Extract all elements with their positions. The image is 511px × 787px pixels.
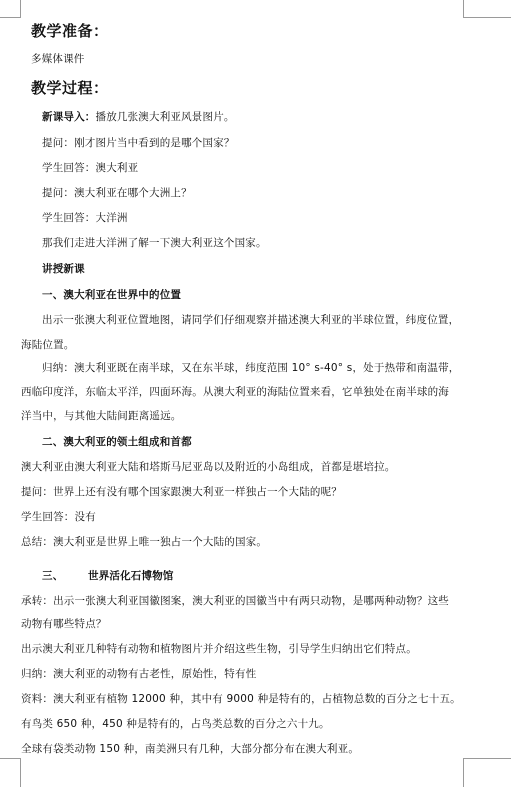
section-1-para-2-line-1: 归纳：澳大利亚既在南半球，又在东半球，纬度范围 10° s-40° s，处于热带和南温带，	[42, 362, 460, 374]
section-1-para-1-line-1: 出示一张澳大利亚位置地图，请同学们仔细观察并描述澳大利亚的半球位置，纬度位置，	[42, 314, 460, 326]
crop-mark-top-right-vertical	[463, 0, 464, 17]
intro-label: 新课导入：	[42, 111, 96, 123]
section-2-line-4: 总结：澳大利亚是世界上唯一独占一个大陆的国家。	[21, 536, 268, 548]
section-3-line-1: 承转：出示一张澳大利亚国徽图案，澳大利亚的国徽当中有两只动物，是哪两种动物？这些	[21, 595, 449, 607]
heading-teaching-process: 教学过程：	[31, 79, 109, 97]
section-1-para-2-line-3: 洋当中，与其他大陆间距离遥远。	[21, 410, 182, 422]
section-3-line-6: 有鸟类 650 种，450 种是特有的，占鸟类总数的百分之六十九。	[21, 718, 330, 730]
section-3-title: 世界活化石博物馆	[88, 570, 174, 582]
crop-mark-top-right-horizontal	[463, 17, 511, 18]
section-2-line-2: 提问：世界上还有没有哪个国家跟澳大利亚一样独占一个大陆的呢？	[21, 486, 342, 498]
crop-mark-top-left-vertical	[20, 0, 21, 17]
question-1: 提问：刚才图片当中看到的是哪个国家？	[42, 137, 235, 149]
heading-new-lesson: 讲授新课	[42, 263, 85, 275]
section-2-line-3: 学生回答：没有	[21, 511, 96, 523]
section-3-line-2: 动物有哪些特点？	[21, 618, 107, 630]
answer-2: 学生回答：大洋洲	[42, 212, 128, 224]
section-3-line-3: 出示澳大利亚几种特有动物和植物图片并介绍这些生物，引导学生归纳出它们特点。	[21, 643, 417, 655]
section-3-number: 三、	[42, 570, 64, 582]
crop-mark-bottom-right-horizontal	[463, 758, 511, 759]
section-2-line-1: 澳大利亚由澳大利亚大陆和塔斯马尼亚岛以及附近的小岛组成，首都是堪培拉。	[21, 461, 396, 473]
section-1-para-1-line-2: 海陆位置。	[21, 339, 75, 351]
intro-text: 播放几张澳大利亚风景图片。	[95, 111, 235, 123]
heading-teaching-prep: 教学准备：	[31, 22, 109, 40]
section-2-title: 二、澳大利亚的领土组成和首都	[42, 436, 192, 448]
transition-1: 那我们走进大洋洲了解一下澳大利亚这个国家。	[42, 237, 267, 249]
prep-item: 多媒体课件	[31, 53, 85, 65]
crop-mark-bottom-left-vertical	[20, 758, 21, 787]
question-2: 提问：澳大利亚在哪个大洲上？	[42, 187, 192, 199]
crop-mark-top-left-horizontal	[0, 17, 21, 18]
intro-line	[42, 110, 235, 124]
section-1-title: 一、澳大利亚在世界中的位置	[42, 289, 182, 301]
section-3-line-4: 归纳：澳大利亚的动物有古老性，原始性，特有性	[21, 668, 257, 680]
crop-mark-bottom-right-vertical	[463, 758, 464, 787]
section-3-line-7: 全球有袋类动物 150 种，南美洲只有几种，大部分都分布在澳大利亚。	[21, 743, 360, 755]
section-1-para-2-line-2: 西临印度洋，东临太平洋，四面环海。从澳大利亚的海陆位置来看，它单独处在南半球的海	[21, 386, 449, 398]
crop-mark-bottom-left-horizontal	[0, 758, 21, 759]
answer-1: 学生回答：澳大利亚	[42, 162, 139, 174]
section-3-line-5: 资料：澳大利亚有植物 12000 种，其中有 9000 种是特有的，占植物总数的百分之七十五。	[21, 693, 461, 705]
